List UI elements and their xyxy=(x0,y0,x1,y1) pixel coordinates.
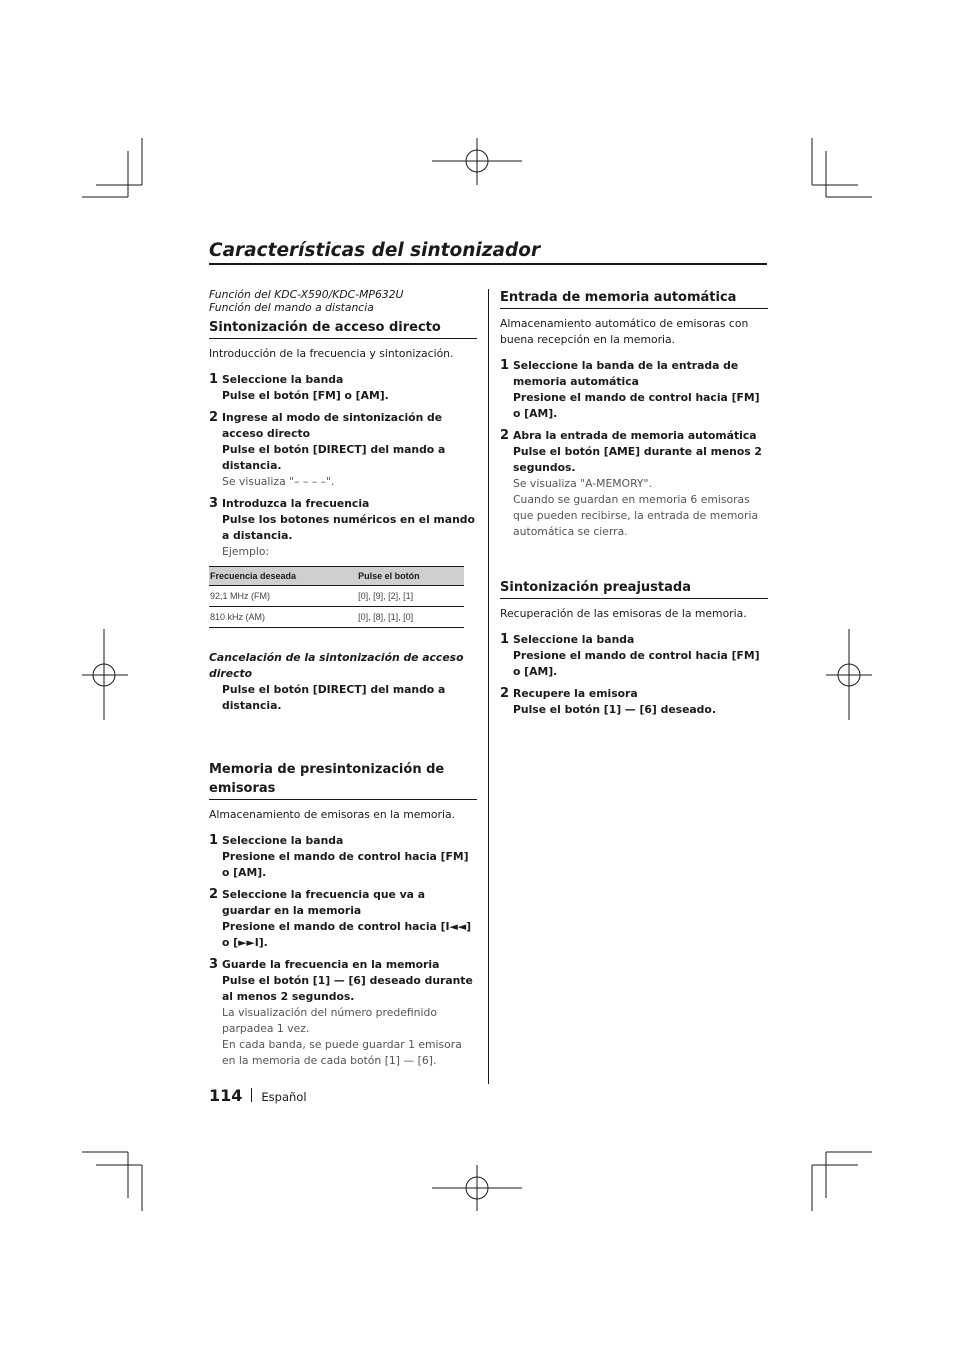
footer-separator xyxy=(251,1088,252,1102)
step-number: 1 xyxy=(209,372,219,387)
step-note: Se visualiza "– – – –". xyxy=(222,475,335,488)
section-title-preset-memory: Memoria de presintonización de emisoras xyxy=(209,760,477,800)
step-note: Ejemplo: xyxy=(222,545,270,558)
step xyxy=(209,410,477,490)
left-column xyxy=(209,288,477,1075)
table-cell: [0], [8], [1], [0] xyxy=(357,607,464,628)
section-intro: Almacenamiento automático de emisoras con buena recepción en la memoria. xyxy=(500,317,749,346)
step-heading: Seleccione la banda xyxy=(513,633,635,646)
table-header: Pulse el botón xyxy=(357,567,464,586)
step-heading: Abra la entrada de memoria automática xyxy=(513,429,757,442)
step-heading: Seleccione la frecuencia que va a guardar en la memoria xyxy=(222,888,426,917)
step-number: 2 xyxy=(500,428,510,443)
step-action: Pulse los botones numéricos en el mando a distancia. xyxy=(222,513,475,542)
section-intro: Almacenamiento de emisoras en la memoria. xyxy=(209,808,455,821)
step-number: 3 xyxy=(209,957,219,972)
step-action: Pulse el botón [FM] o [AM]. xyxy=(222,389,389,402)
example-table xyxy=(209,566,464,628)
step-action: Presione el mando de control hacia [FM] o [AM]. xyxy=(513,391,760,420)
step-heading: Recupere la emisora xyxy=(513,687,638,700)
step xyxy=(500,686,768,718)
page-number: 114 xyxy=(209,1086,243,1105)
table-header: Frecuencia deseada xyxy=(209,567,357,586)
step-heading: Guarde la frecuencia en la memoria xyxy=(222,958,440,971)
step-heading: Seleccione la banda xyxy=(222,373,344,386)
step-number: 2 xyxy=(209,410,219,425)
table-cell: [0], [9], [2], [1] xyxy=(357,586,464,607)
table-cell: 92,1 MHz (FM) xyxy=(209,586,357,607)
section-title-preset-tuning: Sintonización preajustada xyxy=(500,578,768,599)
step-number: 1 xyxy=(209,833,219,848)
cancel-action: Pulse el botón [DIRECT] del mando a distancia. xyxy=(222,683,446,712)
table-cell: 810 kHz (AM) xyxy=(209,607,357,628)
step-action: Presione el mando de control hacia [I◄◄] o [►►I]. xyxy=(222,920,472,949)
step-action: Pulse el botón [DIRECT] del mando a distancia. xyxy=(222,443,446,472)
step-number: 2 xyxy=(209,887,219,902)
right-column xyxy=(500,288,768,724)
step xyxy=(209,496,477,560)
step-heading: Seleccione la banda xyxy=(222,834,344,847)
step-heading: Ingrese al modo de sintonización de acceso directo xyxy=(222,411,443,440)
step-heading: Introduzca la frecuencia xyxy=(222,497,370,510)
step-note: En cada banda, se puede guardar 1 emisora en la memoria de cada botón [1] — [6]. xyxy=(222,1038,462,1067)
section-intro: Recuperación de las emisoras de la memoria. xyxy=(500,607,747,620)
cancel-subtitle: Cancelación de la sintonización de acceso directo xyxy=(209,651,464,680)
step-note: La visualización del número predefinido parpadea 1 vez. xyxy=(222,1006,437,1035)
step xyxy=(500,358,768,422)
page-footer xyxy=(209,1086,307,1105)
step xyxy=(209,957,477,1069)
section-intro: Introducción de la frecuencia y sintonización. xyxy=(209,347,454,360)
step-note: Cuando se guardan en memoria 6 emisoras que pueden recibirse, la entrada de memoria automática se cierra. xyxy=(513,493,759,538)
step-note: Se visualiza "A-MEMORY". xyxy=(513,477,652,490)
step-action: Presione el mando de control hacia [FM] o [AM]. xyxy=(222,850,469,879)
page-title: Características del sintonizador xyxy=(209,240,767,265)
step-action: Pulse el botón [1] — [6] deseado. xyxy=(513,703,716,716)
step xyxy=(209,887,477,951)
step xyxy=(209,372,477,404)
table-row xyxy=(209,586,464,607)
function-note-1: Función del KDC-X590/KDC-MP632U xyxy=(209,288,404,301)
step xyxy=(209,833,477,881)
step-number: 2 xyxy=(500,686,510,701)
section-title-auto-memory: Entrada de memoria automática xyxy=(500,288,768,309)
step-action: Pulse el botón [AME] durante al menos 2 segundos. xyxy=(513,445,762,474)
step-number: 1 xyxy=(500,358,510,373)
step-number: 3 xyxy=(209,496,219,511)
step xyxy=(500,428,768,540)
column-divider xyxy=(488,289,489,1084)
step-action: Presione el mando de control hacia [FM] o [AM]. xyxy=(513,649,760,678)
function-note-2: Función del mando a distancia xyxy=(209,301,374,314)
footer-language: Español xyxy=(261,1090,307,1104)
table-row xyxy=(209,607,464,628)
step-heading: Seleccione la banda de la entrada de memoria automática xyxy=(513,359,739,388)
section-title-direct-tuning: Sintonización de acceso directo xyxy=(209,318,477,339)
step-number: 1 xyxy=(500,632,510,647)
step xyxy=(500,632,768,680)
step-action: Pulse el botón [1] — [6] deseado durante al menos 2 segundos. xyxy=(222,974,473,1003)
table-header-row xyxy=(209,567,464,586)
